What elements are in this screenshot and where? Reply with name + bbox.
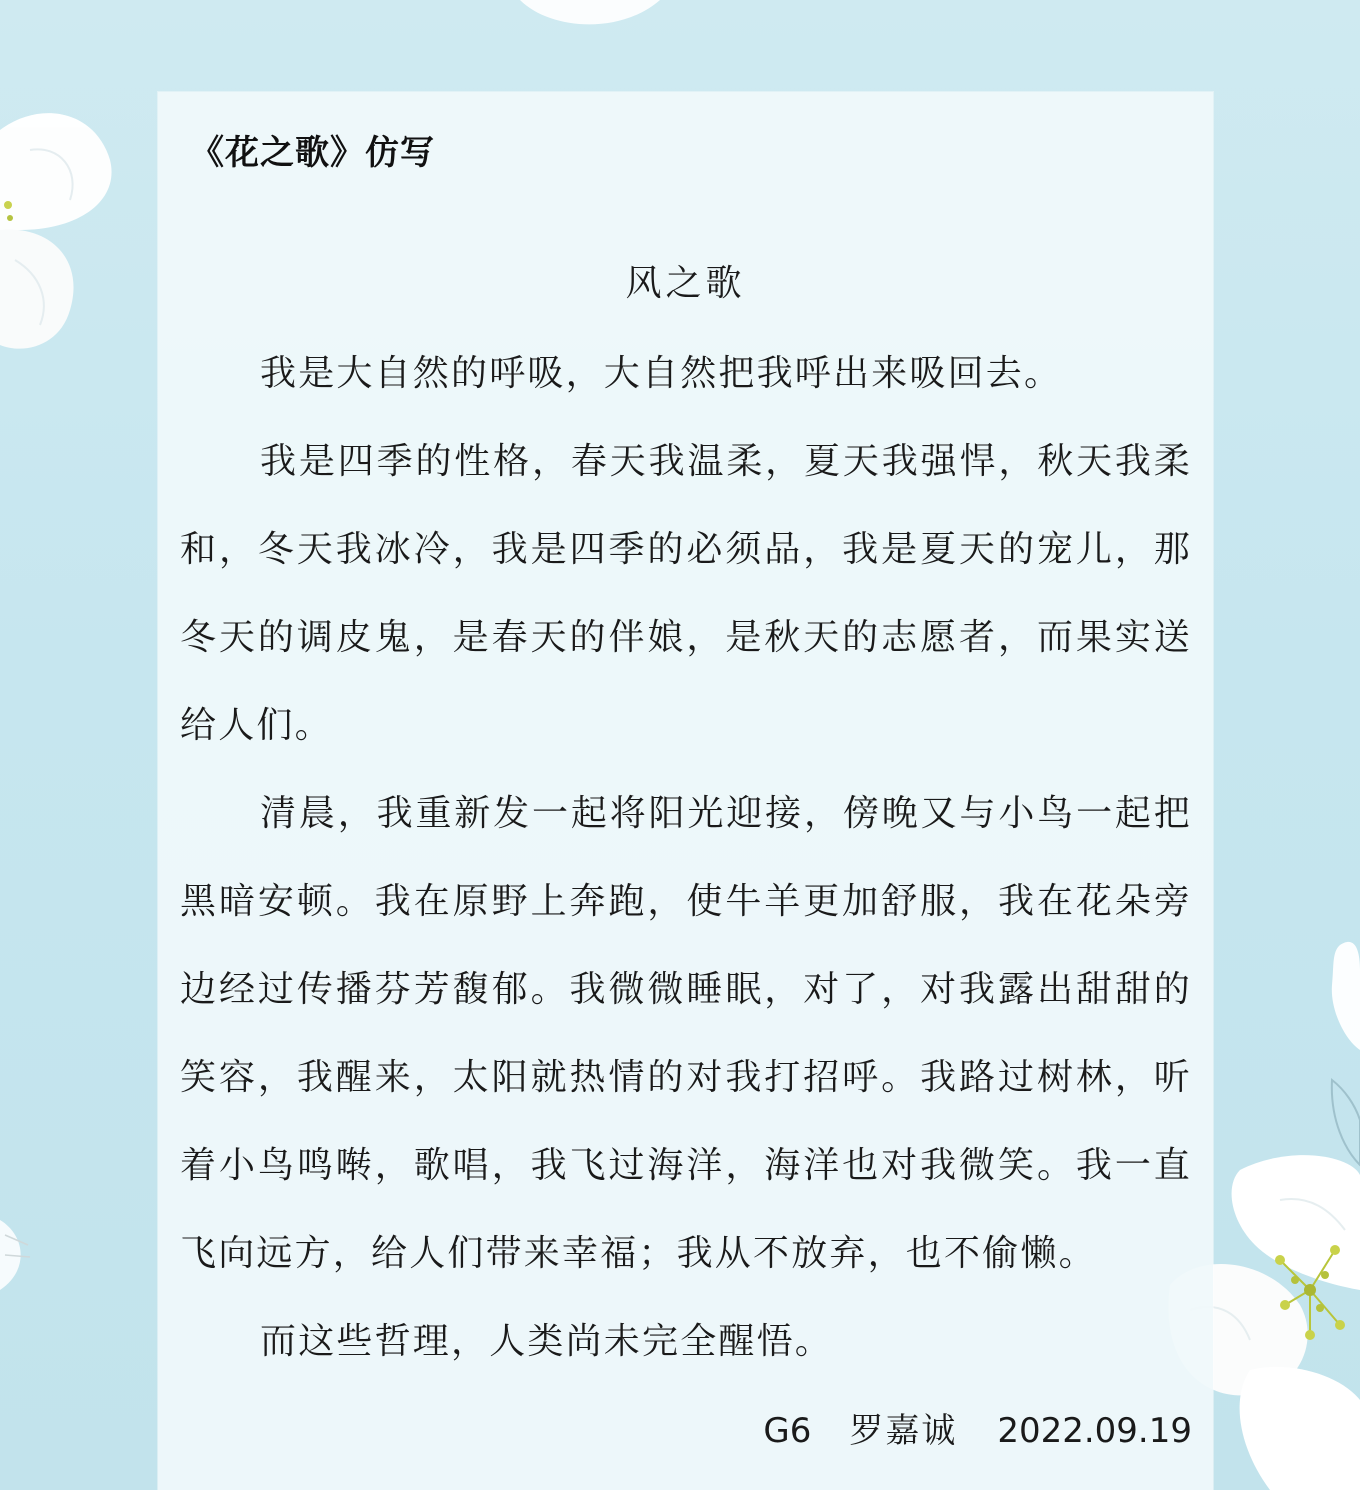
flower-top-center-decoration — [520, 0, 660, 40]
flower-top-left-decoration — [0, 90, 130, 360]
paragraph: 清晨，我重新发一起将阳光迎接，傍晚又与小鸟一起把黑暗安顿。我在原野上奔跑，使牛羊更加舒服，我在花朵旁边经过传播芬芳馥郁。我微微睡眠，对了，对我露出甜甜的笑容，我醒来，太阳就热情的对我打招呼。我路过树林，听着小鸟鸣啭，歌唱，我飞过海洋，海洋也对我微笑。我一直飞向远方，给人们带来幸福；我从不放弃，也不偷懒。 — [180, 793, 1192, 1274]
paragraph: 我是四季的性格，春天我温柔，夏天我强悍，秋天我柔和，冬天我冰冷，我是四季的必须品，我是夏天的宠儿，那冬天的调皮鬼，是春天的伴娘，是秋天的志愿者，而果实送给人们。 — [180, 441, 1192, 746]
signature-date: 2022.09.19 — [997, 1411, 1192, 1451]
flower-left-bottom-decoration — [0, 1215, 40, 1295]
signature-line — [763, 1403, 1192, 1452]
author-name: 罗嘉诚 — [849, 1411, 958, 1451]
author-class: G6 — [763, 1411, 812, 1451]
poem-title: 风之歌 — [625, 263, 746, 304]
page-heading: 《花之歌》仿写 — [190, 133, 435, 173]
poem-body — [180, 330, 1192, 1386]
paragraph: 我是大自然的呼吸，大自然把我呼出来吸回去。 — [260, 353, 1063, 394]
paragraph: 而这些哲理，人类尚未完全醒悟。 — [260, 1321, 834, 1362]
